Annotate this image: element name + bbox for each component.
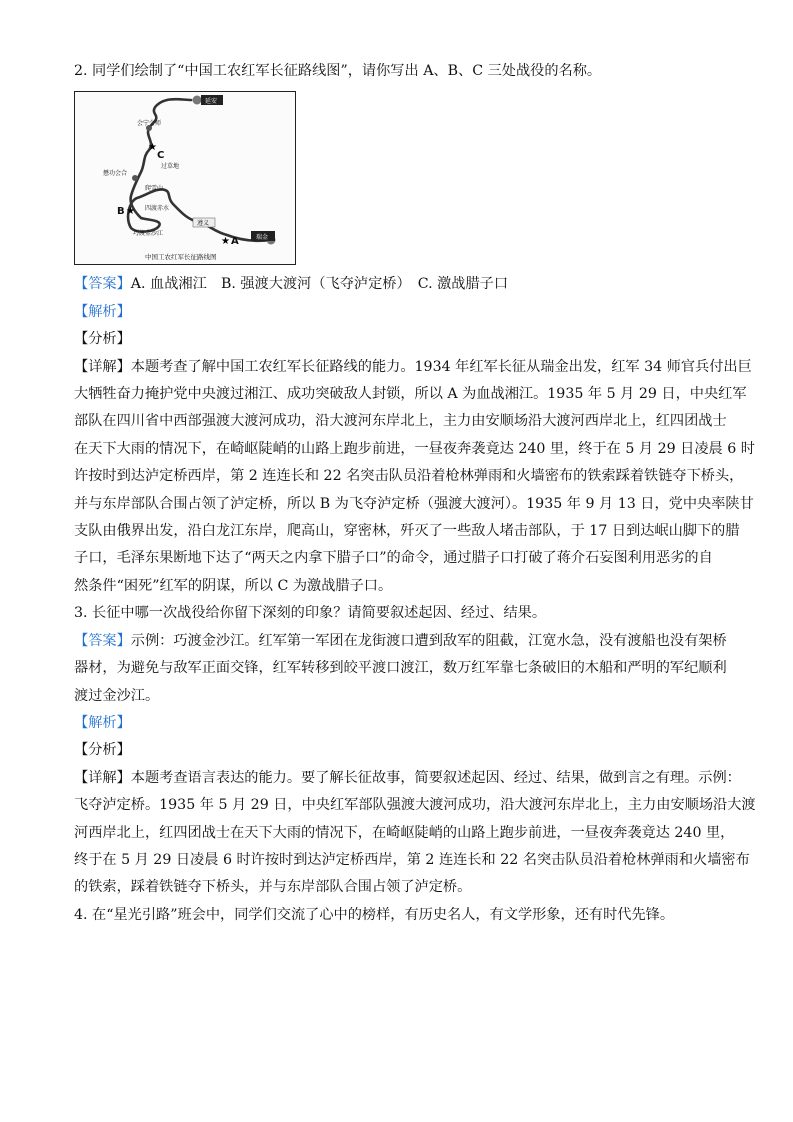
- star-b: ★: [126, 206, 135, 218]
- question-2: 2. 同学们绘制了“中国工农红军长征路线图”，请你写出 A、B、C 三处战役的名称。: [74, 63, 602, 79]
- letter-b: B: [117, 206, 125, 218]
- q2-detail-line: 【详解】本题考查了解中国工农红军长征路线的能力。1934 年红军长征从瑞金出发，红军 34 师官兵付出巨: [74, 358, 752, 375]
- zunyi-label: 遵义: [197, 220, 210, 228]
- q2-answer: [74, 271, 724, 298]
- q3-answer: [74, 628, 727, 710]
- q3-detail-line: 终于在 5 月 29 日凌晨 6 时许按时到达泸定桥西岸，第 2 连连长和 22 名突击队员沿着枪林弹雨和火墙密布: [74, 851, 750, 868]
- q2-detail: [74, 354, 755, 601]
- ruijin-label: 瑞金: [256, 234, 269, 242]
- document-page: [74, 58, 756, 929]
- letter-c: C: [157, 150, 165, 162]
- q2-jiexi: 【解析】: [74, 303, 131, 320]
- q3-detail: [74, 765, 756, 902]
- q3-detail-tag: 【详解】: [74, 769, 131, 786]
- qiaodu-label: 巧渡金沙江: [133, 230, 164, 238]
- q3-detail-line: 飞夺泸定桥。1935 年 5 月 29 日，中央红军部队强渡大渡河成功，沿大渡河东岸北上，主力由安顺场沿大渡: [74, 797, 756, 814]
- q3-answer-line: 渡过金沙江。: [74, 687, 160, 704]
- q3-answer-tag: 【答案】: [74, 632, 131, 649]
- q3-jiexi: 【解析】: [74, 714, 131, 731]
- q3-detail-line: 河西岸北上，红四团战士在天下大雨的情况下，在崎岖陡峭的山路上跑步前进，一昼夜奔袭竟达 240 里，: [74, 824, 735, 841]
- guocaodi-label: 过草地: [161, 163, 180, 171]
- q2-detail-line: 在天下大雨的情况下，在崎岖陡峭的山路上跑步前进，一昼夜奔袭竟达 240 里，终于在 5 月 29 日凌晨 6 时: [74, 440, 755, 457]
- map-caption: 中国工农红军长征路线图: [145, 253, 217, 262]
- q3-fenxi: 【分析】: [74, 742, 131, 759]
- q3-detail-line: 【详解】本题考查语言表达的能力。要了解长征故事，简要叙述起因、经过、结果，做到言之有理。示例：: [74, 769, 741, 786]
- jiaxueshan-label: 爬雪山: [145, 185, 164, 193]
- q2-detail-line: 然条件“困死”红军的阴谋，所以 C 为激战腊子口。: [74, 577, 393, 594]
- q2-answer-text: A. 血战湘江 B. 强渡大渡河（飞夺泸定桥） C. 激战腊子口: [130, 276, 509, 293]
- maogong-dot: [132, 175, 138, 181]
- q2-answer-tag: 【答案】: [74, 276, 131, 293]
- long-march-map: [74, 91, 296, 265]
- q3-answer-line: 器材，为避免与敌军正面交锋，红军转移到皎平渡口渡江，数万红军靠七条破旧的木船和严明的军纪顺利: [74, 660, 727, 677]
- q2-detail-tag: 【详解】: [74, 358, 131, 375]
- q3-detail-line: 的铁索，踩着铁链夺下桥头，并与东岸部队合围占领了泸定桥。: [74, 879, 472, 896]
- yanan-label: 延安: [205, 98, 218, 106]
- q2-fenxi: 【分析】: [74, 331, 131, 348]
- yanan-dot: [193, 96, 202, 105]
- q3-answer-line: 【答案】示例：巧渡金沙江。红军第一军团在龙街渡口遭到敌军的阻截，江宽水急，没有渡船也没有架桥: [74, 632, 727, 649]
- q2-detail-line: 并与东岸部队合围占领了泸定桥，所以 B 为飞夺泸定桥（强渡大渡河）。1935 年 9 月 13 日，党中央率陕甘: [74, 495, 754, 512]
- question-4: 4. 在“星光引路”班会中，同学们交流了心中的榜样，有历史名人，有文学形象，还有时代先锋。: [74, 906, 675, 923]
- q2-detail-line: 部队在四川省中西部强渡大渡河成功，沿大渡河东岸北上，主力由安顺场沿大渡河西岸北上，红四团战士: [74, 413, 727, 430]
- maogong-label: 懋功会合: [103, 170, 128, 178]
- question-3: 3. 长征中哪一次战役给你留下深刻的印象？请简要叙述起因、经过、结果。: [74, 605, 547, 622]
- q2-detail-line: 子口，毛泽东果断地下达了“两天之内拿下腊子口”的命令，通过腊子口打破了蒋介石妄图利用恶劣的自: [74, 550, 713, 567]
- star-c: ★: [148, 142, 157, 154]
- huining-label: 会宁会师: [137, 120, 162, 128]
- star-a: ★: [221, 236, 230, 248]
- q2-detail-line: 支队由俄界出发，沿白龙江东岸，爬高山，穿密林，歼灭了一些敌人堵击部队，于 17 日到达岷山脚下的腊: [74, 523, 740, 540]
- letter-a: A: [231, 236, 239, 248]
- sidu-label: 四渡赤水: [145, 205, 170, 213]
- long-march-route-svg: [75, 92, 295, 264]
- q2-detail-line: 许按时到达泸定桥西岸，第 2 连连长和 22 名突击队员沿着枪林弹雨和火墙密布的铁索踩着铁链夺下桥头，: [74, 468, 744, 485]
- q2-detail-line: 大牺牲奋力掩护党中央渡过湘江、成功突破敌人封锁，所以 A 为血战湘江。1935 年 5 月 29 日，中央红军: [74, 386, 747, 403]
